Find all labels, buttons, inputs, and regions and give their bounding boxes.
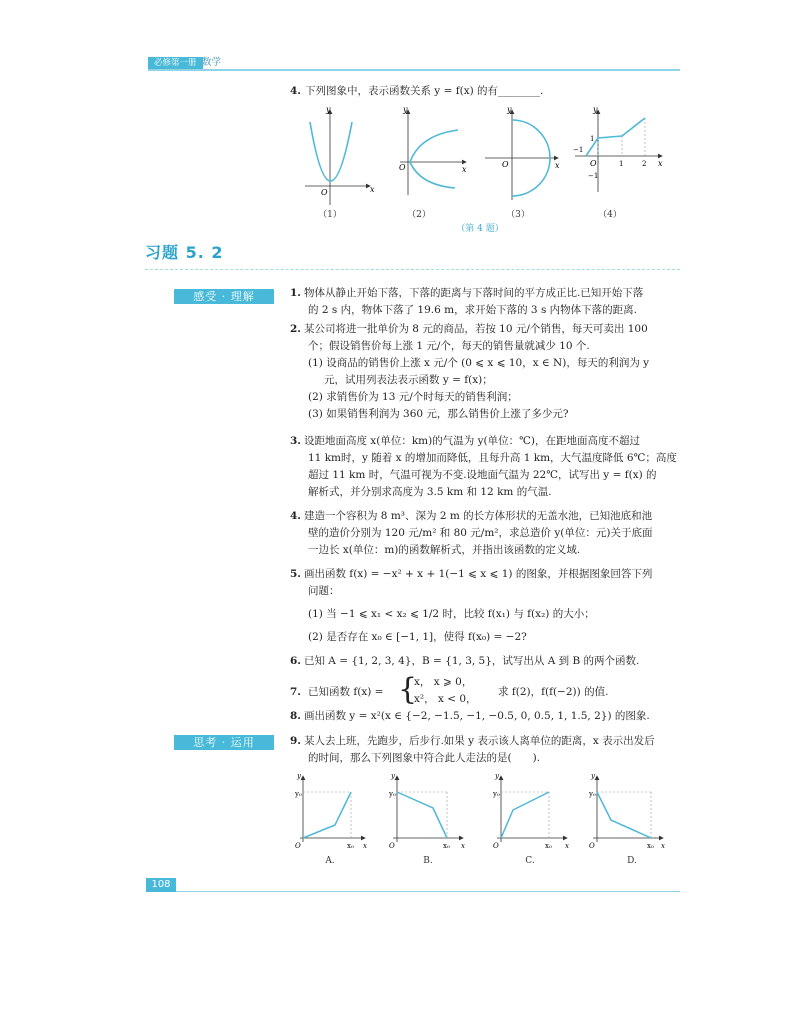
exercise-9 bbox=[290, 733, 680, 767]
exercise-text: 建造一个容积为 8 m³、深为 2 m 的长方体形状的无盖水池，已知池底和池 bbox=[303, 510, 653, 522]
exercise-7 bbox=[290, 674, 680, 710]
question-text: 下列图象中，表示函数关系 y = f(x) 的有________. bbox=[304, 85, 544, 97]
exercise-text: 11 km时，y 随着 x 的增加而降低，且每升高 1 km，大气温度降低 6℃；高度 bbox=[308, 452, 677, 464]
exercise-text: 某人去上班，先跑步，后步行.如果 y 表示该人离单位的距离，x 表示出发后 bbox=[303, 735, 655, 747]
book-tag: 必修第一册 bbox=[148, 57, 203, 69]
x-axis-label: x bbox=[658, 159, 663, 168]
x-axis-label: x bbox=[370, 185, 375, 194]
fig-label-3: （3） bbox=[506, 210, 530, 220]
x0-label: x₀ bbox=[347, 842, 354, 850]
fig-label-4: （4） bbox=[598, 210, 622, 220]
exercise-text: 某公司将进一批单价为 8 元的商品，若按 10 元/个销售，每天可卖出 100 bbox=[303, 323, 648, 335]
exercise-text: 求 f(2)，f(f(−2)) 的值. bbox=[498, 686, 609, 698]
origin-label: O bbox=[399, 163, 406, 172]
exercise-text: 画出函数 y = x²(x ∈ {−2, −1.5, −1, −0.5, 0, 0.5, 1, 1.5, 2}) 的图象. bbox=[303, 710, 650, 722]
exercise-number: 3. bbox=[290, 435, 301, 447]
option-a-graph bbox=[294, 772, 367, 850]
y0-label: y₀ bbox=[389, 790, 396, 798]
exercise-number: 8. bbox=[290, 710, 301, 722]
piecewise-case-1: x， x ⩾ 0， bbox=[414, 676, 473, 688]
exercise-number: 6. bbox=[290, 655, 301, 667]
fig-label-2: （2） bbox=[407, 210, 431, 220]
q9-figures bbox=[285, 770, 680, 860]
brace: { bbox=[398, 672, 418, 707]
exercise-8 bbox=[290, 708, 680, 725]
exercise-text: 物体从静止开始下落，下落的距离与下落时间的平方成正比.已知开始下落 bbox=[303, 287, 644, 299]
piecewise-case-2: x²， x < 0， bbox=[414, 693, 477, 705]
origin-label: O bbox=[589, 842, 595, 850]
subject-label: 数学 bbox=[202, 57, 222, 68]
exercise-text: 超过 11 km 时，气温可视为不变.设地面气温为 22℃，试写出 y = f(x) 的 bbox=[308, 469, 657, 481]
exercise-text: 个；假设销售价每上涨 1 元/个，每天的销售量就减少 10 个. bbox=[308, 340, 590, 352]
graph-1 bbox=[305, 105, 375, 205]
x0-label: x₀ bbox=[443, 842, 450, 850]
header-rule bbox=[148, 69, 680, 71]
x-axis-label: x bbox=[363, 842, 367, 850]
exercise-number: 7. bbox=[290, 686, 301, 698]
option-d-graph bbox=[588, 772, 665, 850]
exercise-number: 4. bbox=[290, 510, 301, 522]
option-b-label: B. bbox=[423, 856, 433, 866]
x-axis-label: x bbox=[461, 842, 465, 850]
y-axis-label: y bbox=[391, 772, 395, 780]
section-rule bbox=[145, 269, 680, 270]
x0-label: x₀ bbox=[545, 842, 552, 850]
y-axis-label: y bbox=[507, 105, 512, 114]
y-axis-label: y bbox=[403, 105, 408, 114]
exercise-text: 的时间，那么下列图象中符合此人走法的是( ). bbox=[308, 752, 541, 764]
exercise-text: 一边长 x(单位：m)的函数解析式，并指出该函数的定义域. bbox=[308, 544, 581, 556]
option-c-graph bbox=[492, 772, 569, 850]
x-axis-label: x bbox=[555, 161, 560, 170]
piecewise-line bbox=[586, 118, 645, 156]
exercise-part: 元，试用列表法表示函数 y = f(x)； bbox=[324, 374, 493, 386]
y-axis-label: y bbox=[495, 772, 499, 780]
y-axis-label: y bbox=[297, 772, 301, 780]
y0-label: y₀ bbox=[493, 790, 500, 798]
exercise-text: 已知函数 f(x) = bbox=[308, 686, 384, 698]
tick-y-neg-one: −1 bbox=[588, 172, 599, 180]
y0-label: y₀ bbox=[295, 790, 302, 798]
y-axis-label: y bbox=[593, 105, 598, 114]
graph-2 bbox=[399, 105, 467, 195]
exercise-2 bbox=[290, 321, 680, 423]
exercise-5 bbox=[290, 566, 680, 646]
origin-label: O bbox=[389, 842, 395, 850]
exercise-number: 1. bbox=[290, 287, 301, 299]
question-number: 4. bbox=[290, 85, 301, 97]
origin-label: O bbox=[502, 160, 509, 169]
origin-label: O bbox=[590, 159, 597, 168]
exercise-text: 壁的造价分别为 120 元/m² 和 80 元/m²，求总造价 y(单位：元)关于底面 bbox=[308, 527, 653, 539]
origin-label: O bbox=[493, 842, 499, 850]
exercise-text: 的 2 s 内，物体下落了 19.6 m，求开始下落的 3 s 内物体下落的距离. bbox=[308, 304, 638, 316]
option-c-label: C. bbox=[525, 856, 535, 866]
tick-y-one: 1 bbox=[590, 135, 595, 143]
x-axis-label: x bbox=[661, 842, 665, 850]
origin-label: O bbox=[295, 842, 301, 850]
section-title: 习题 5. 2 bbox=[145, 243, 224, 262]
question-4 bbox=[290, 84, 543, 99]
exercise-text: 画出函数 f(x) = −x² + x + 1(−1 ⩽ x ⩽ 1) 的图象，并根据图象回答下列 bbox=[303, 568, 653, 580]
sideways-parabola bbox=[410, 130, 458, 188]
exercise-text: 问题： bbox=[308, 585, 340, 597]
parabola-curve bbox=[310, 122, 352, 181]
exercise-text: 已知 A = {1, 2, 3, 4}，B = {1, 3, 5}，试写出从 A 到 B 的两个函数. bbox=[303, 655, 640, 667]
graph-4 bbox=[573, 105, 663, 192]
y-axis-label: y bbox=[326, 105, 331, 114]
exercise-part: (1) 设商品的销售价上涨 x 元/个 (0 ⩽ x ⩽ 10，x ∈ N)，每天的利润为 y bbox=[308, 357, 650, 369]
tick-neg-one: −1 bbox=[573, 146, 584, 154]
exercise-part: (2) 求销售价为 13 元/个时每天的销售利润； bbox=[308, 391, 518, 403]
figure-caption: （第 4 题） bbox=[456, 224, 504, 234]
exercise-text: 设距地面高度 x(单位：km)的气温为 y(单位：℃)，在距地面高度不超过 bbox=[303, 435, 640, 447]
exercise-part: (2) 是否存在 x₀ ∈ [−1, 1]，使得 f(x₀) = −2? bbox=[308, 631, 527, 643]
y-axis-label: y bbox=[591, 772, 595, 780]
exercise-text: 解析式，并分别求高度为 3.5 km 和 12 km 的气温. bbox=[308, 486, 552, 498]
exercise-4 bbox=[290, 508, 680, 559]
exercise-number: 2. bbox=[290, 323, 301, 335]
exercise-1 bbox=[290, 285, 680, 319]
tag-think-apply: 思考 · 运用 bbox=[174, 735, 274, 750]
exercise-number: 5. bbox=[290, 568, 301, 580]
y0-label: y₀ bbox=[589, 790, 596, 798]
tick-x-two: 2 bbox=[642, 160, 647, 168]
x-axis-label: x bbox=[462, 165, 467, 174]
option-d-label: D. bbox=[627, 856, 637, 866]
exercise-part: (1) 当 −1 ⩽ x₁ < x₂ ⩽ 1/2 时，比较 f(x₁) 与 f(x₂) 的大小； bbox=[308, 608, 595, 620]
x-axis-label: x bbox=[565, 842, 569, 850]
option-b-graph bbox=[388, 772, 465, 850]
page-number: 108 bbox=[146, 878, 176, 892]
q4-figures bbox=[290, 100, 680, 220]
tick-x-one: 1 bbox=[619, 160, 624, 168]
footer-rule bbox=[176, 891, 680, 892]
x0-label: x₀ bbox=[647, 842, 654, 850]
exercise-number: 9. bbox=[290, 735, 301, 747]
origin-label: O bbox=[321, 188, 328, 197]
option-a-label: A. bbox=[325, 856, 335, 866]
exercise-6 bbox=[290, 653, 680, 670]
graph-3 bbox=[485, 105, 560, 200]
exercise-3 bbox=[290, 433, 680, 501]
tag-feel-understand: 感受 · 理解 bbox=[174, 289, 274, 304]
exercise-part: (3) 如果销售利润为 360 元，那么销售价上涨了多少元? bbox=[308, 408, 569, 420]
fig-label-1: （1） bbox=[318, 210, 342, 220]
